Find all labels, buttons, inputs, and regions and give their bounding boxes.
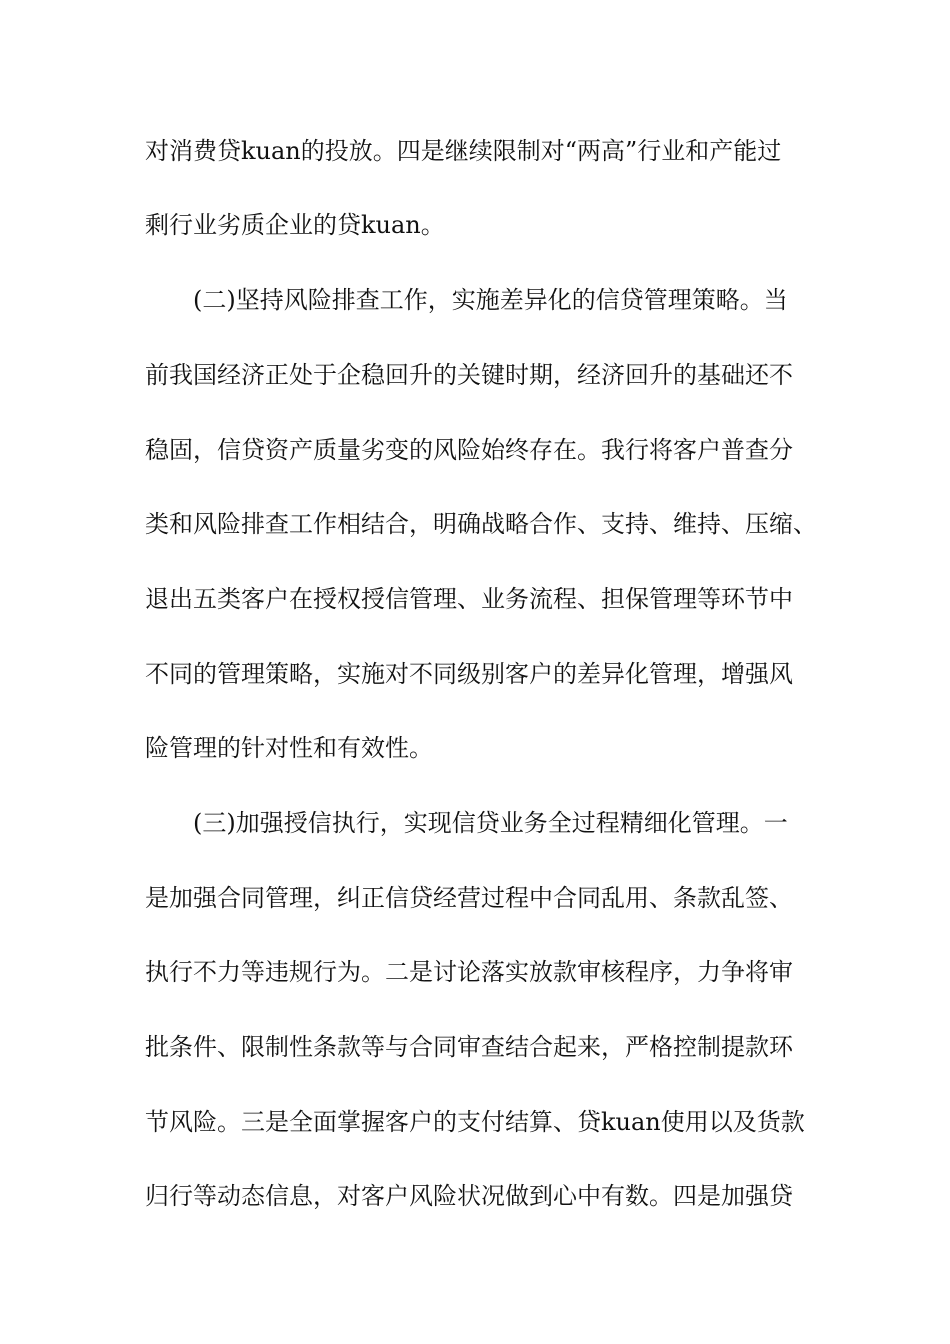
text-line: 退出五类客户在授权授信管理、业务流程、担保管理等环节中 xyxy=(145,585,793,613)
text-line: 是加强合同管理，纠正信贷经营过程中合同乱用、条款乱签、 xyxy=(145,884,793,912)
text-line: 险管理的针对性和有效性。 xyxy=(145,734,433,762)
paragraph-heading-line: (二)坚持风险排查工作，实施差异化的信贷管理策略。当 xyxy=(193,286,788,314)
text-line: 节风险。三是全面掌握客户的支付结算、贷kuan使用以及货款 xyxy=(145,1108,805,1136)
text-line: 执行不力等违规行为。二是讨论落实放款审核程序，力争将审 xyxy=(145,958,793,986)
text-line: 稳固，信贷资产质量劣变的风险始终存在。我行将客户普查分 xyxy=(145,436,793,464)
text-line: 前我国经济正处于企稳回升的关键时期，经济回升的基础还不 xyxy=(145,361,793,389)
text-line: 归行等动态信息，对客户风险状况做到心中有数。四是加强贷 xyxy=(145,1182,793,1210)
text-line: 不同的管理策略，实施对不同级别客户的差异化管理，增强风 xyxy=(145,660,793,688)
text-line: 对消费贷kuan的投放。四是继续限制对“两高”行业和产能过 xyxy=(145,137,782,165)
text-line: 剩行业劣质企业的贷kuan。 xyxy=(145,211,445,239)
text-line: 类和风险排查工作相结合，明确战略合作、支持、维持、压缩、 xyxy=(145,510,817,538)
paragraph-heading-line: (三)加强授信执行，实现信贷业务全过程精细化管理。一 xyxy=(193,809,788,837)
text-line: 批条件、限制性条款等与合同审查结合起来，严格控制提款环 xyxy=(145,1033,793,1061)
